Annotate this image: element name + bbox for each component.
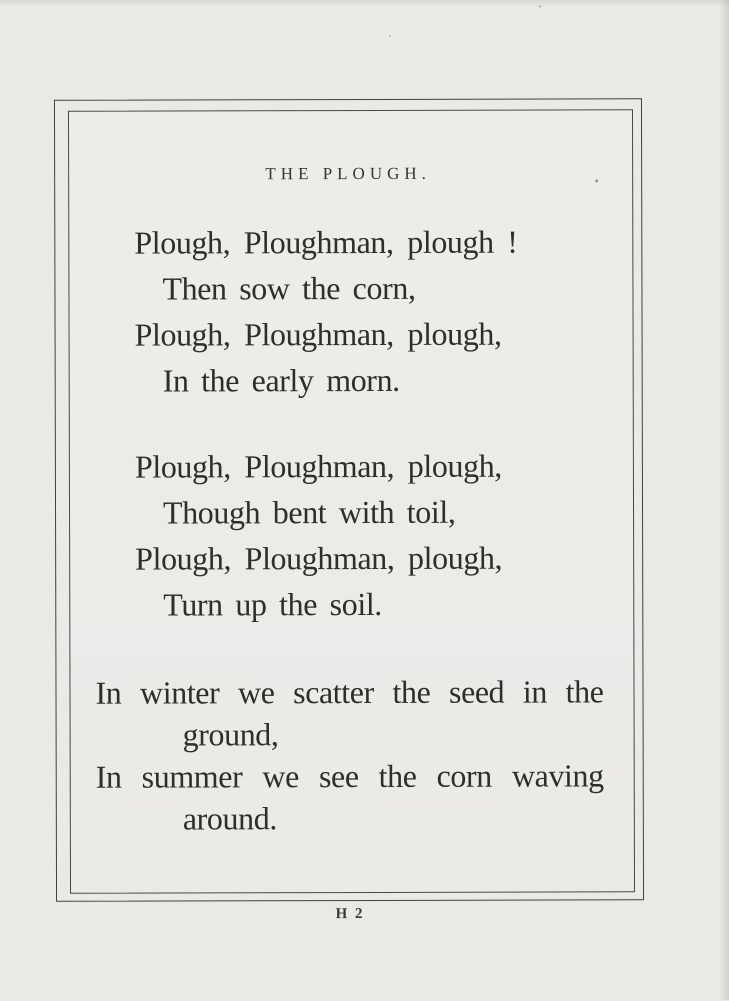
poem-line: Plough, Ploughman, plough, (135, 539, 503, 577)
poem-line: Then sow the corn, (162, 269, 416, 307)
poem-line: In summer we see the corn waving (95, 757, 604, 795)
poem-line: ground, (182, 716, 279, 753)
poem-line: In winter we scatter the seed in the (95, 673, 604, 711)
scan-speck (389, 35, 391, 37)
poem-line: Plough, Ploughman, plough ! (134, 223, 518, 261)
poem-line: Turn up the soil. (163, 585, 382, 623)
signature-mark: H 2 (335, 906, 365, 923)
poem-stanza-1 (94, 218, 602, 403)
poem-line: around. (182, 800, 277, 837)
poem-line: Plough, Ploughman, plough, (134, 447, 502, 485)
scan-speck (539, 6, 541, 8)
poem-title: THE PLOUGH. (265, 163, 431, 184)
poem-line: Plough, Ploughman, plough, (134, 315, 502, 353)
poem-stanza-3 (95, 670, 603, 839)
poem-line: Though bent with toil, (162, 493, 456, 531)
poem-stanza-2 (95, 442, 603, 627)
poem-line: In the early morn. (162, 361, 400, 399)
